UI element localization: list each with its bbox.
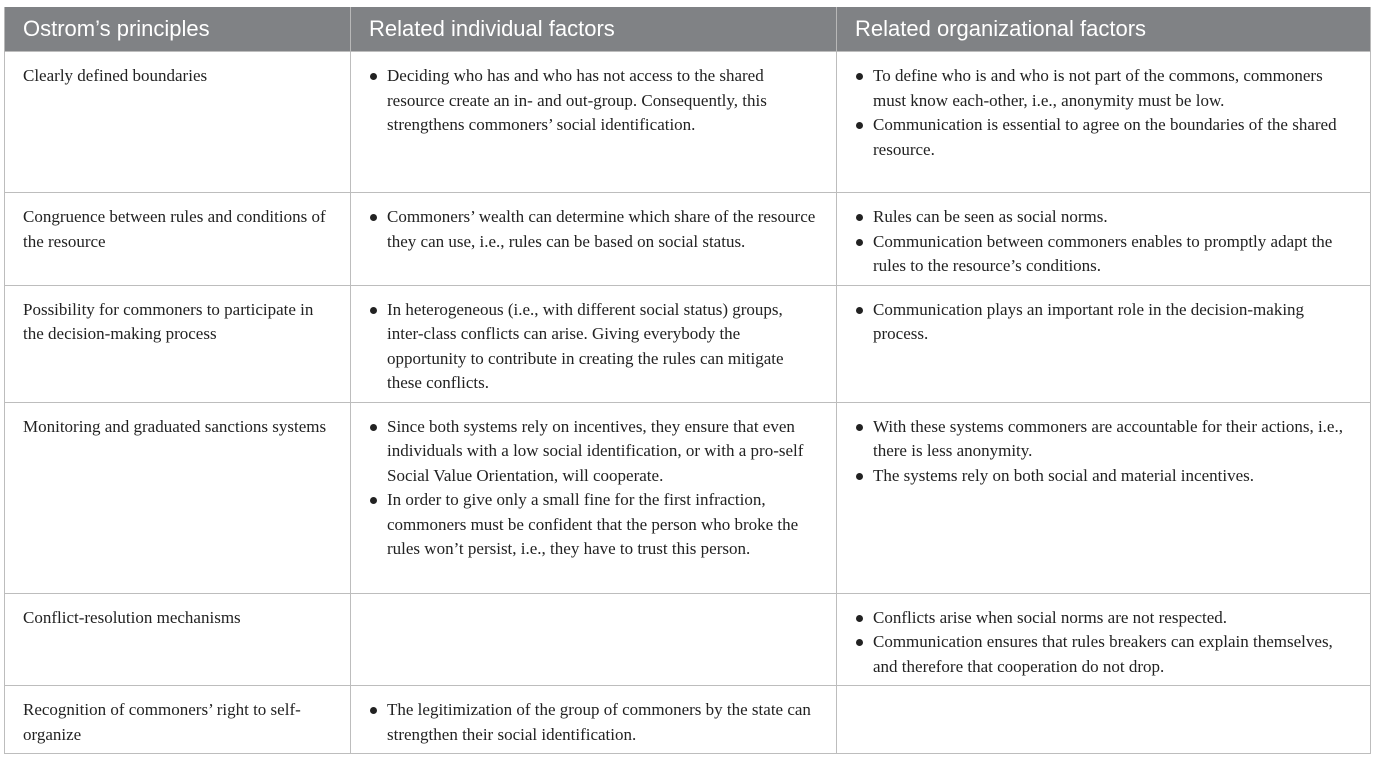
principle-cell: Clearly defined boundaries <box>5 52 351 193</box>
principle-cell: Conflict-resolution mechanisms <box>5 593 351 686</box>
list-item: The systems rely on both social and material incentives. <box>855 464 1356 489</box>
bullet-list <box>369 64 822 138</box>
list-item: Deciding who has and who has not access to the shared resource create an in- and out-group. Consequently, this strengthens commoners’ social identification. <box>369 64 822 138</box>
list-item: Communication ensures that rules breakers can explain themselves, and therefore that cooperation do not drop. <box>855 630 1356 679</box>
header-ostroms-principles: Ostrom’s principles <box>5 7 351 52</box>
organizational-factors-cell <box>837 593 1371 686</box>
list-item: Rules can be seen as social norms. <box>855 205 1356 230</box>
list-item: In heterogeneous (i.e., with different social status) groups, inter-class conflicts can arise. Giving everybody the opportunity to contribute in creating the rules can mitigate these conflicts. <box>369 298 822 396</box>
list-item: To define who is and who is not part of the commons, commoners must know each-other, i.e., anonymity must be low. <box>855 64 1356 113</box>
table-header-row <box>5 7 1371 52</box>
individual-factors-cell <box>351 285 837 402</box>
list-item: In order to give only a small fine for the first infraction, commoners must be confident that the person who broke the rules won’t persist, i.e., they have to trust this person. <box>369 488 822 562</box>
bullet-list <box>855 205 1356 279</box>
bullet-list <box>855 64 1356 162</box>
table-row <box>5 593 1371 686</box>
organizational-factors-cell <box>837 52 1371 193</box>
principle-cell: Recognition of commoners’ right to self-organize <box>5 686 351 754</box>
principle-cell: Congruence between rules and conditions of the resource <box>5 193 351 286</box>
list-item: Communication plays an important role in the decision-making process. <box>855 298 1356 347</box>
table-row <box>5 285 1371 402</box>
organizational-factors-cell <box>837 402 1371 593</box>
table-row <box>5 52 1371 193</box>
individual-factors-cell <box>351 52 837 193</box>
individual-factors-cell <box>351 686 837 754</box>
list-item: The legitimization of the group of commoners by the state can strengthen their social identification. <box>369 698 822 747</box>
individual-factors-cell <box>351 593 837 686</box>
bullet-list <box>369 205 822 254</box>
list-item: Communication between commoners enables to promptly adapt the rules to the resource’s conditions. <box>855 230 1356 279</box>
list-item: Communication is essential to agree on the boundaries of the shared resource. <box>855 113 1356 162</box>
principle-cell: Possibility for commoners to participate in the decision-making process <box>5 285 351 402</box>
organizational-factors-cell <box>837 686 1371 754</box>
header-individual-factors: Related individual factors <box>351 7 837 52</box>
organizational-factors-cell <box>837 193 1371 286</box>
principle-cell: Monitoring and graduated sanctions systems <box>5 402 351 593</box>
header-organizational-factors: Related organizational factors <box>837 7 1371 52</box>
list-item: Conflicts arise when social norms are not respected. <box>855 606 1356 631</box>
table-row <box>5 402 1371 593</box>
bullet-list <box>855 298 1356 347</box>
bullet-list <box>369 298 822 396</box>
table-row <box>5 686 1371 754</box>
bullet-list <box>855 415 1356 489</box>
bullet-list <box>369 698 822 747</box>
individual-factors-cell <box>351 193 837 286</box>
individual-factors-cell <box>351 402 837 593</box>
principles-table <box>4 7 1371 754</box>
organizational-factors-cell <box>837 285 1371 402</box>
list-item: Since both systems rely on incentives, they ensure that even individuals with a low social identification, or with a pro-self Social Value Orientation, will cooperate. <box>369 415 822 489</box>
bullet-list <box>855 606 1356 680</box>
table-row <box>5 193 1371 286</box>
bullet-list <box>369 415 822 562</box>
list-item: Commoners’ wealth can determine which share of the resource they can use, i.e., rules can be based on social status. <box>369 205 822 254</box>
list-item: With these systems commoners are accountable for their actions, i.e., there is less anonymity. <box>855 415 1356 464</box>
